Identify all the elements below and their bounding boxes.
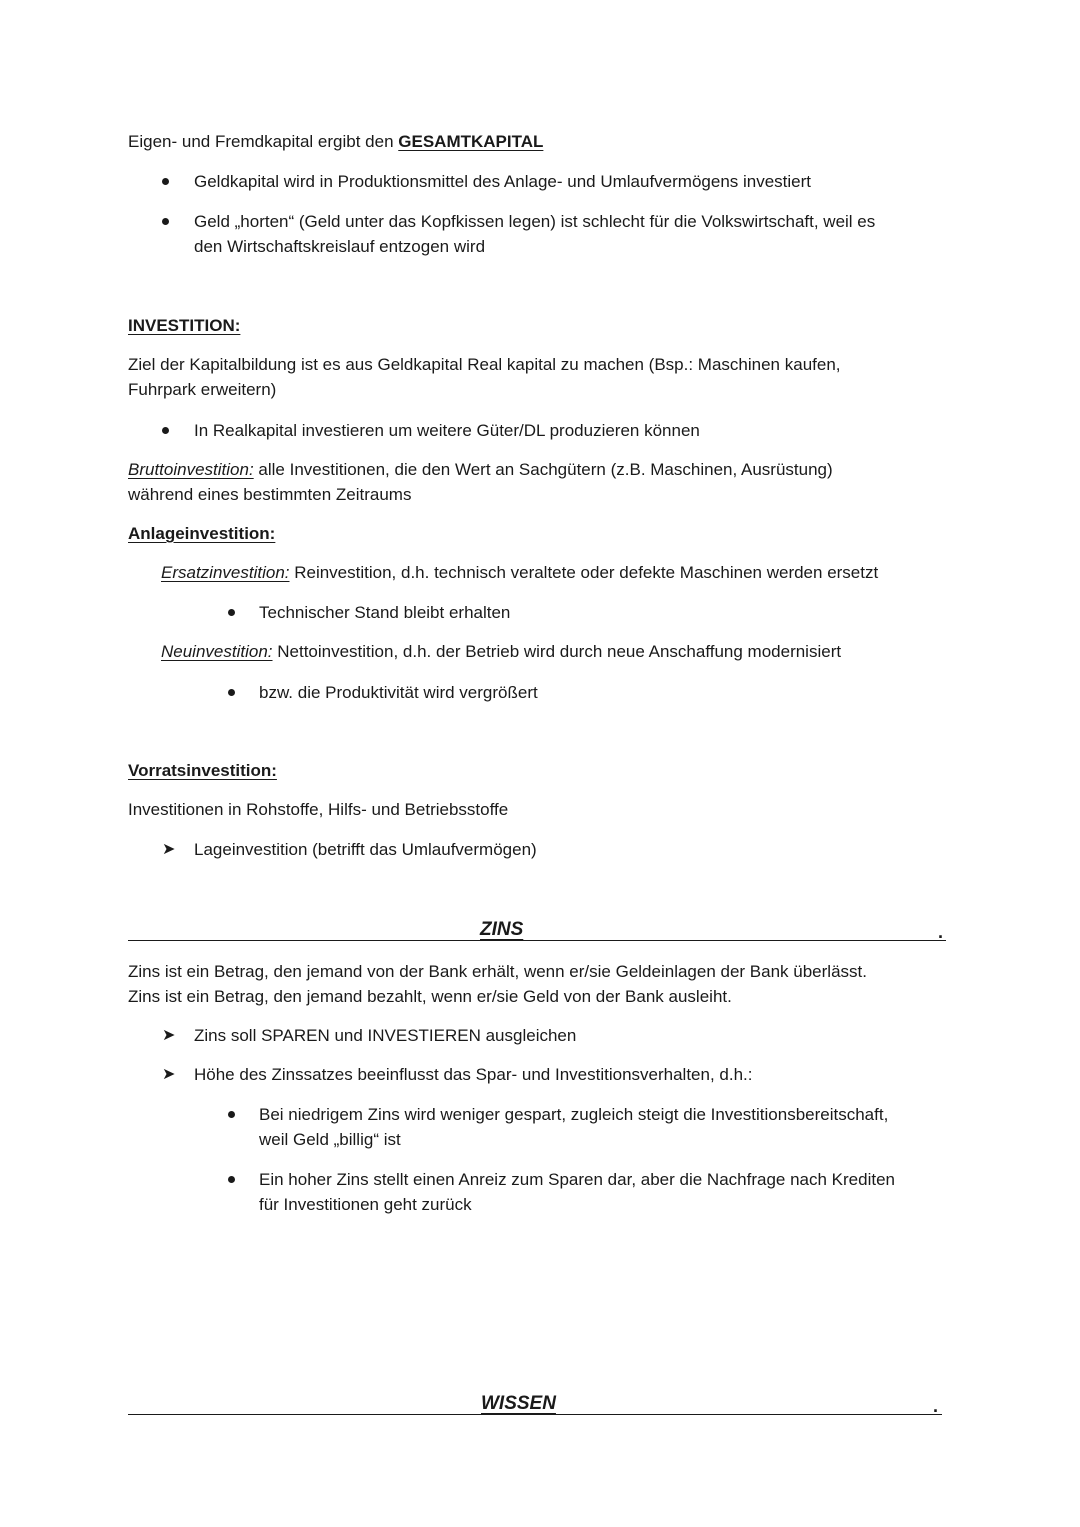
zins-bullet-1-line-1: Bei niedrigem Zins wird weniger gespart, zugleich steigt die Investitionsbereitschaft, (259, 1105, 889, 1124)
neuinvestition-bullet: bzw. die Produktivität wird vergrößert (259, 683, 538, 702)
wissen-end-mark: . (933, 1396, 939, 1416)
bullet-icon (228, 1111, 235, 1118)
kapital-bullet-2-line-2: den Wirtschaftskreislauf entzogen wird (194, 237, 486, 256)
zins-line-2: Zins ist ein Betrag, den jemand bezahlt, wenn er/sie Geld von der Bank ausleiht. (128, 987, 732, 1006)
zins-arrow-1: Zins soll SPAREN und INVESTIEREN ausgleichen (194, 1026, 577, 1045)
zins-end-mark: . (938, 922, 944, 942)
bullet-icon (162, 178, 169, 185)
anlageinvestition-heading: Anlageinvestition: (128, 524, 276, 543)
ersatzinvestition-term: Ersatzinvestition: (161, 563, 290, 582)
investition-bullet-1: In Realkapital investieren um weitere Güter/DL produzieren können (194, 421, 700, 440)
zins-bullet-2-line-1: Ein hoher Zins stellt einen Anreiz zum Sparen dar, aber die Nachfrage nach Krediten (259, 1170, 895, 1189)
bullet-icon (228, 689, 235, 696)
kapital-bullet-2-line-1: Geld „horten“ (Geld unter das Kopfkissen legen) ist schlecht für die Volkswirtschaft, weil es (194, 212, 876, 231)
bruttoinvestition-term: Bruttoinvestition: (128, 460, 254, 479)
investition-text-line-2: Fuhrpark erweitern) (128, 380, 277, 399)
zins-arrow-2: Höhe des Zinssatzes beeinflusst das Spar- und Investitionsverhalten, d.h.: (194, 1065, 753, 1084)
wissen-title: WISSEN (481, 1393, 556, 1414)
bullet-icon (228, 609, 235, 616)
kapital-intro: Eigen- und Fremdkapital ergibt den GESAMTKAPITAL (128, 132, 544, 151)
zins-title: ZINS (480, 919, 524, 940)
arrow-bullet-icon: ➤ (162, 1066, 176, 1083)
investition-heading: INVESTITION: (128, 316, 241, 335)
zins-header-rule (128, 940, 946, 941)
zins-line-1: Zins ist ein Betrag, den jemand von der Bank erhält, wenn er/sie Geldeinlagen der Bank überlässt. (128, 962, 867, 981)
bullet-icon (162, 218, 169, 225)
neuinvestition-line: Neuinvestition: Nettoinvestition, d.h. der Betrieb wird durch neue Anschaffung modernisiert (161, 642, 842, 661)
ersatzinvestition-bullet: Technischer Stand bleibt erhalten (259, 603, 511, 622)
bruttoinvestition-line-2: während eines bestimmten Zeitraums (128, 485, 412, 504)
ersatzinvestition-line: Ersatzinvestition: Reinvestition, d.h. technisch veraltete oder defekte Maschinen werden ersetzt (161, 563, 879, 582)
arrow-bullet-icon: ➤ (162, 841, 176, 858)
kapital-bullet-1: Geldkapital wird in Produktionsmittel des Anlage- und Umlaufvermögens investiert (194, 172, 812, 191)
vorratsinvestition-text: Investitionen in Rohstoffe, Hilfs- und Betriebsstoffe (128, 800, 509, 819)
gesamtkapital-emphasis: GESAMTKAPITAL (398, 132, 544, 151)
bullet-icon (228, 1176, 235, 1183)
arrow-bullet-icon: ➤ (162, 1027, 176, 1044)
vorratsinvestition-heading: Vorratsinvestition: (128, 761, 277, 780)
bruttoinvestition-line-1: Bruttoinvestition: alle Investitionen, die den Wert an Sachgütern (z.B. Maschinen, Ausrüstung) (128, 460, 833, 479)
investition-text-line-1: Ziel der Kapitalbildung ist es aus Geldkapital Real kapital zu machen (Bsp.: Maschinen kaufen, (128, 355, 841, 374)
vorratsinvestition-arrow-1: Lageinvestition (betrifft das Umlaufvermögen) (194, 840, 537, 859)
zins-bullet-2-line-2: für Investitionen geht zurück (259, 1195, 472, 1214)
bullet-icon (162, 427, 169, 434)
neuinvestition-term: Neuinvestition: (161, 642, 273, 661)
zins-bullet-1-line-2: weil Geld „billig“ ist (259, 1130, 401, 1149)
